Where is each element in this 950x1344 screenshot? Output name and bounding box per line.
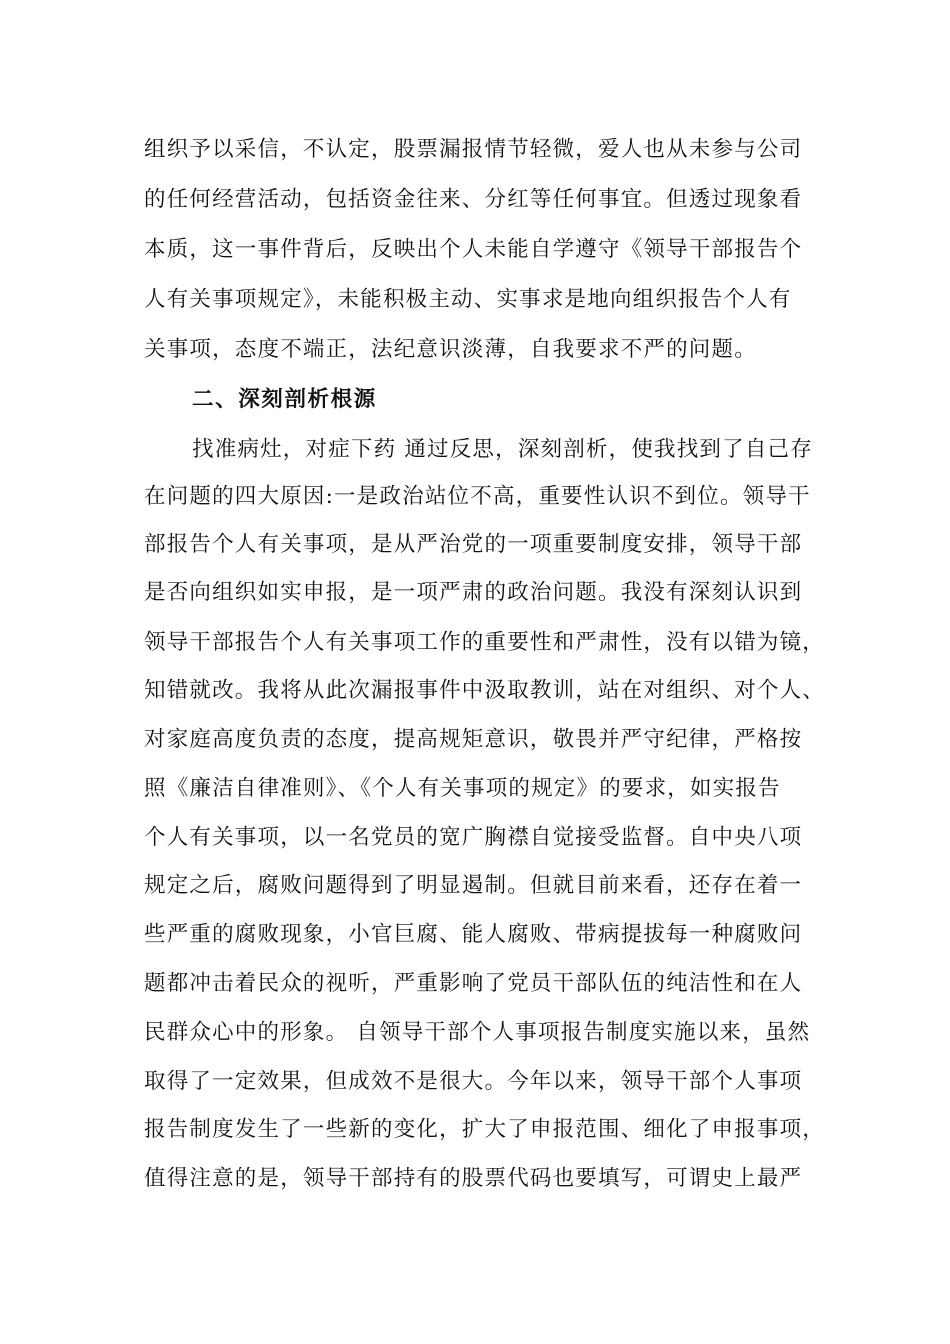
body-line: 取得了一定效果，但成效不是很大。今年以来，领导干部个人事项 [144,1069,803,1094]
body-line: 的任何经营活动，包括资金往来、分红等任何事宜。但透过现象看 [144,187,803,212]
body-line: 部报告个人有关事项，是从严治党的一项重要制度安排，领导干部 [144,532,803,557]
body-line: 题都冲击着民众的视听，严重影响了党员干部队伍的纯洁性和在人 [144,971,803,996]
body-line: 报告制度发生了一些新的变化，扩大了申报范围、细化了申报事项， [144,1117,826,1142]
body-line: 知错就改。我将从此次漏报事件中汲取教训，站在对组织、对个人、 [144,678,826,703]
body-line: 照《廉洁自律准则》、《个人有关事项的规定》的要求，如实报告 [144,776,781,801]
body-line: 领导干部报告个人有关事项工作的重要性和严肃性，没有以错为镜， [144,630,826,655]
body-line: 本质，这一事件背后，反映出个人未能自学遵守《领导干部报告个 [144,237,803,262]
body-line: 是否向组织如实申报，是一项严肃的政治问题。我没有深刻认识到 [144,580,803,605]
paragraph-first-line: 找准病灶，对症下药 通过反思，深刻剖析，使我找到了自己存 [192,437,813,462]
body-line: 些严重的腐败现象，小官巨腐、能人腐败、带病提拔每一种腐败问 [144,922,803,947]
body-line: 人有关事项规定》，未能积极主动、实事求是地向组织报告个人有 [144,287,792,312]
body-line: 民群众心中的形象。 自领导干部个人事项报告制度实施以来，虽然 [144,1020,811,1045]
body-line: 在问题的四大原因:一是政治站位不高，重要性认识不到位。领导干 [144,484,811,509]
body-line: 值得注意的是，领导干部持有的股票代码也要填写，可谓史上最严 [144,1166,803,1191]
body-line: 对家庭高度负责的态度，提高规矩意识，敬畏并严守纪律，严格按 [144,727,803,752]
body-line: 规定之后，腐败问题得到了明显遏制。但就目前来看，还存在着一 [144,873,803,898]
body-line: 组织予以采信，不认定，股票漏报情节轻微，爱人也从未参与公司 [144,137,803,162]
section-heading: 二、深刻剖析根源 [192,387,377,412]
body-line: 个人有关事项，以一名党员的宽广胸襟自觉接受监督。自中央八项 [144,825,803,850]
body-line: 关事项，态度不端正，法纪意识淡薄，自我要求不严的问题。 [144,337,757,362]
